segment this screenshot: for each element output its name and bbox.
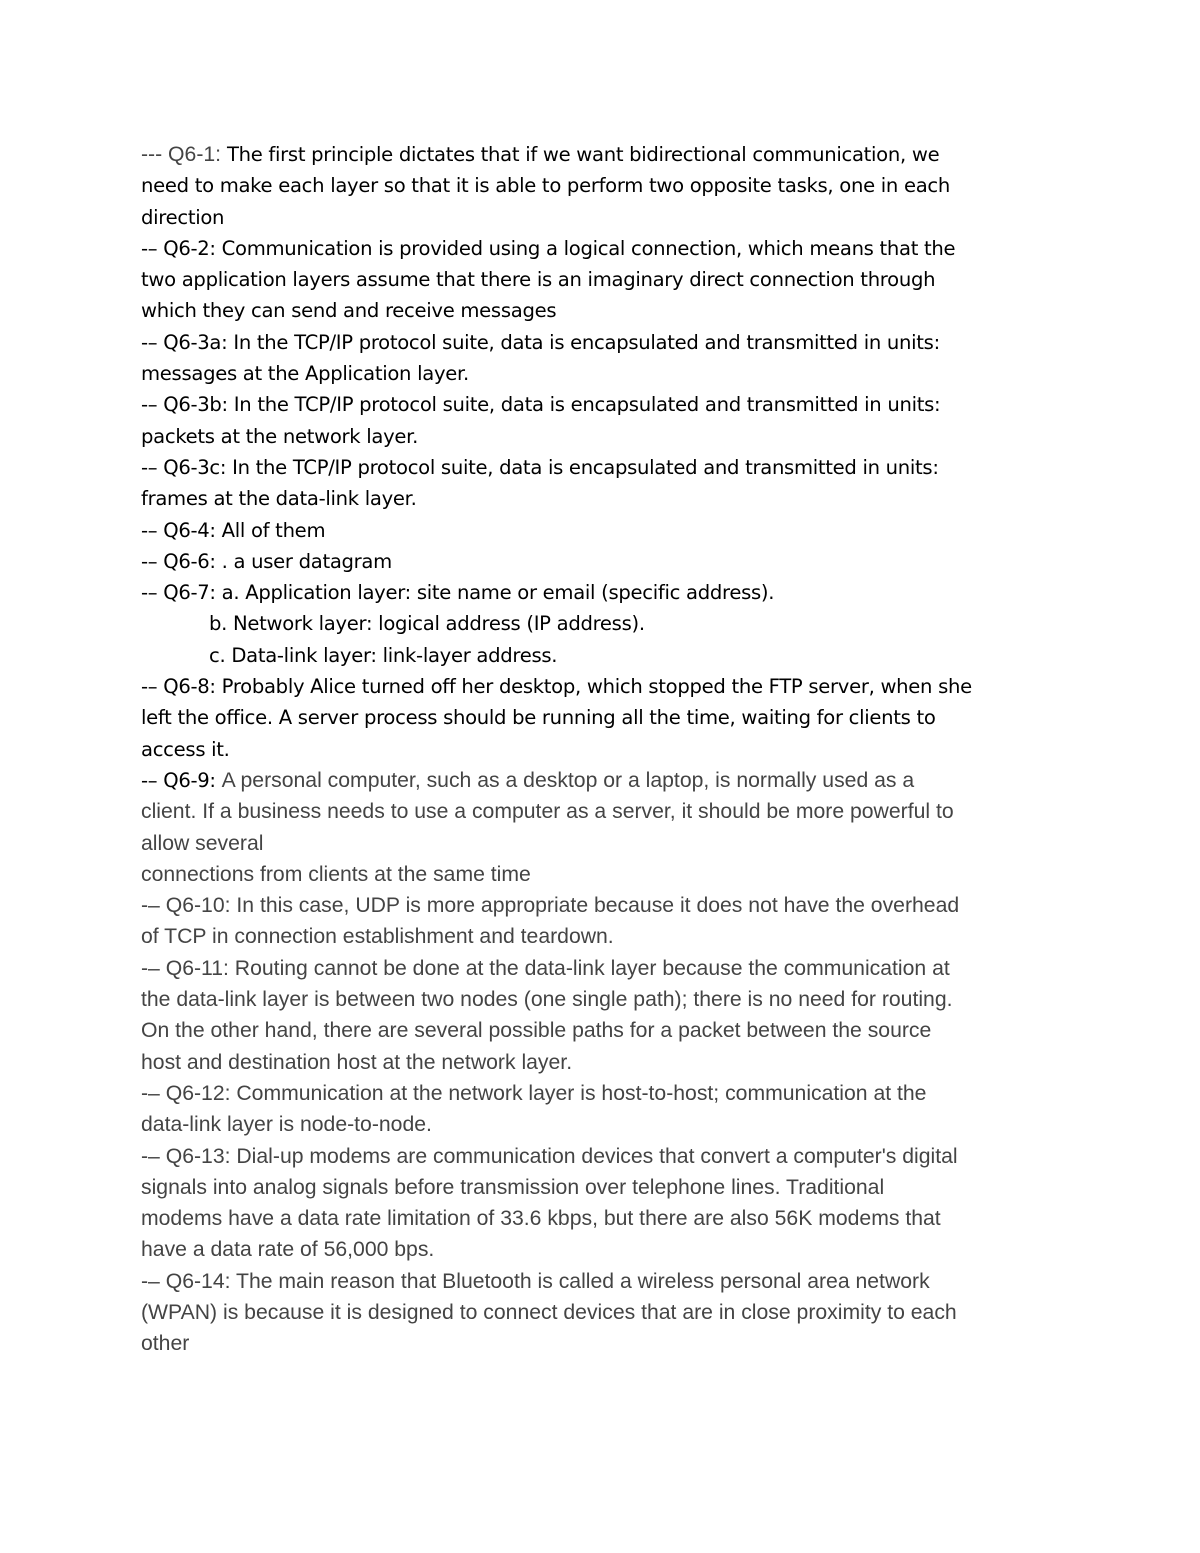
line-text: need to make each layer so that it is able to perform two opposite tasks, one in each [141,174,951,198]
line-text: which they can send and receive messages [141,299,557,323]
text-line [141,953,1066,984]
text-line [141,734,1066,765]
text-line [141,1109,1066,1140]
text-line [141,483,1066,514]
text-line [141,1015,1066,1046]
line-text: have a data rate of 56,000 bps. [141,1238,435,1262]
text-line [141,828,1066,859]
text-line [141,546,1066,577]
text-line [141,233,1066,264]
line-text: data-link layer is node-to-node. [141,1113,432,1137]
line-text: -– Q6-8: Probably Alice turned off her desktop, which stopped the FTP server, when she [141,675,972,699]
line-text: packets at the network layer. [141,424,419,448]
text-line [141,452,1066,483]
line-text: left the office. A server process should be running all the time, waiting for clients to [141,706,936,730]
line-text: -– Q6-12: Communication at the network layer is host-to-host; communication at the [141,1081,927,1105]
line-text: -– Q6-13: Dial-up modems are communication devices that convert a computer's digital [141,1144,958,1168]
text-line [141,671,1066,702]
line-text: -– Q6-2: Communication is provided using a logical connection, which means that the [141,236,956,260]
line-text: client. If a business needs to use a computer as a server, it should be more powerful to [141,800,954,824]
line-text: -– Q6-10: In this case, UDP is more appropriate because it does not have the overhead [141,894,960,918]
text-line [141,515,1066,546]
line-text: -– Q6-3a: In the TCP/IP protocol suite, data is encapsulated and transmitted in units: [141,330,940,354]
text-line [141,608,1066,639]
text-line [141,859,1066,890]
text-line [141,1047,1066,1078]
text-line [141,796,1066,827]
text-line [141,1297,1066,1328]
text-line [141,1078,1066,1109]
text-line [141,264,1066,295]
line-text: frames at the data-link layer. [141,487,417,511]
text-line [141,1172,1066,1203]
text-line [141,890,1066,921]
text-line [141,389,1066,420]
line-text: direction [141,205,225,229]
line-text: connections from clients at the same time [141,862,531,886]
text-line [141,765,1066,796]
text-line [141,202,1066,233]
line-text: The first principle dictates that if we want bidirectional communication, we [226,143,940,166]
text-line [141,295,1066,326]
question-prefix: --- Q6-1: [141,143,227,166]
line-text: modems have a data rate limitation of 33.6 kbps, but there are also 56K modems that [141,1207,941,1231]
line-text: two application layers assume that there is an imaginary direct connection through [141,268,936,292]
line-text: On the other hand, there are several possible paths for a packet between the source [141,1019,932,1043]
question-prefix: -– Q6-9: [141,768,222,792]
text-line [141,170,1066,201]
text-line [141,577,1066,608]
text-line [141,921,1066,952]
line-text: c. Data-link layer: link-layer address. [209,643,558,667]
line-text: -– Q6-6: . a user datagram [141,549,392,573]
text-line [141,1328,1066,1359]
line-text: host and destination host at the network layer. [141,1050,573,1074]
text-line [141,984,1066,1015]
text-line [141,640,1066,671]
line-text: -– Q6-4: All of them [141,518,326,542]
line-text: A personal computer, such as a desktop or a laptop, is normally used as a [221,768,915,792]
line-text: the data-link layer is between two nodes (one single path); there is no need for routing. [141,988,953,1012]
line-text: access it. [141,737,230,761]
line-text: -– Q6-7: a. Application layer: site name or email (specific address). [141,581,775,605]
text-line [141,1266,1066,1297]
line-text: -– Q6-14: The main reason that Bluetooth is called a wireless personal area network [141,1269,930,1293]
line-text: of TCP in connection establishment and teardown. [141,925,614,949]
line-text: (WPAN) is because it is designed to connect devices that are in close proximity to each [141,1300,957,1324]
text-line [141,358,1066,389]
answer-text-block [141,139,1066,1360]
line-text: other [141,1332,190,1356]
text-line [141,702,1066,733]
text-line [141,421,1066,452]
text-line [141,1203,1066,1234]
line-text: allow several [141,831,264,855]
text-line [141,327,1066,358]
text-line [141,1141,1066,1172]
text-line [141,1234,1066,1265]
line-text: b. Network layer: logical address (IP address). [209,612,645,636]
line-text: -– Q6-3b: In the TCP/IP protocol suite, data is encapsulated and transmitted in units: [141,393,941,417]
line-text: signals into analog signals before transmission over telephone lines. Traditional [141,1175,885,1199]
text-line [141,139,1066,170]
line-text: messages at the Application layer. [141,362,469,386]
line-text: -– Q6-3c: In the TCP/IP protocol suite, data is encapsulated and transmitted in units: [141,455,939,479]
line-text: -– Q6-11: Routing cannot be done at the data-link layer because the communication at [141,956,950,980]
